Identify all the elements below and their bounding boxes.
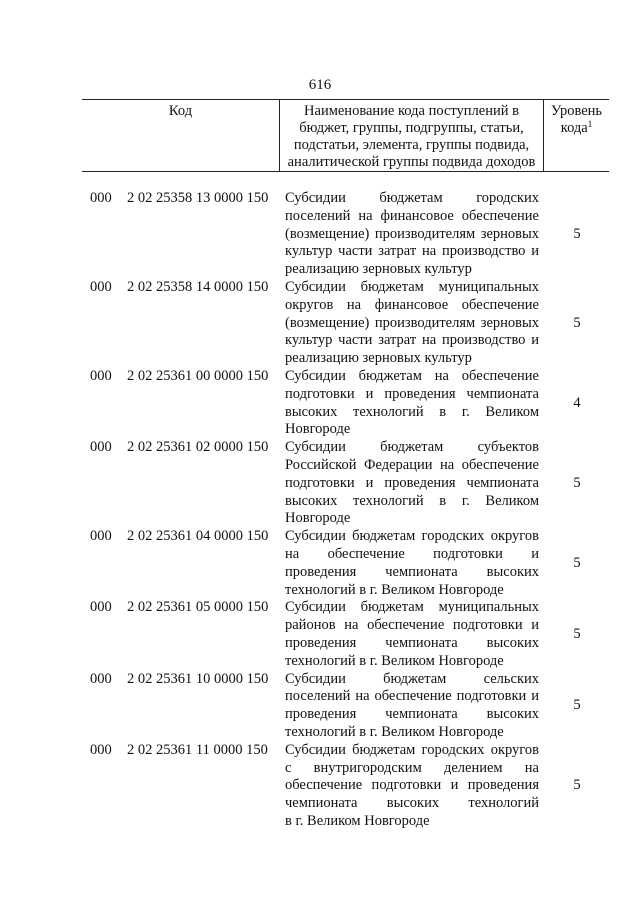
- table-row: [0, 439, 640, 528]
- table-row: [0, 528, 640, 599]
- row-revenue-code: 2 02 25361 11 0000 150: [127, 741, 268, 758]
- row-name-line: на обеспечение подготовки и: [285, 545, 539, 562]
- row-revenue-code: 2 02 25361 02 0000 150: [127, 439, 269, 456]
- row-name-line: технологий в г. Великом Новгороде: [285, 723, 504, 740]
- table-header: [82, 99, 609, 172]
- header-level-line2-wrap: [544, 120, 609, 137]
- row-name: [285, 279, 539, 368]
- row-name-line: технологий в г. Великом Новгороде: [285, 581, 504, 598]
- header-level-line2: кода: [560, 120, 588, 136]
- row-name: [285, 439, 539, 528]
- row-revenue-code: 2 02 25358 14 0000 150: [127, 279, 269, 295]
- row-name-line: поселений на обеспечение подготовки и: [285, 688, 539, 705]
- table-row: [0, 671, 640, 742]
- row-name-line: районов на обеспечение подготовки и: [285, 617, 539, 634]
- row-name-line: округов на финансовое обеспечение: [285, 296, 539, 313]
- row-level: 5: [573, 626, 581, 643]
- row-level: 5: [573, 777, 581, 794]
- row-level: 5: [573, 314, 581, 331]
- row-name-line: Субсидии бюджетам городских округов: [285, 741, 539, 758]
- table-row: [0, 279, 640, 368]
- header-code-label: Код: [168, 103, 193, 119]
- table-row: [0, 190, 640, 279]
- table-row: [0, 599, 640, 670]
- row-name: [285, 671, 539, 742]
- row-level: 5: [573, 697, 581, 714]
- row-level: 5: [573, 474, 581, 491]
- row-admin-code: 000: [90, 528, 112, 545]
- row-name-line: культур части затрат на производство и: [285, 332, 539, 349]
- row-name-line: Субсидии бюджетам городских: [285, 190, 539, 206]
- row-name-line: проведения чемпионата высоких: [285, 634, 539, 651]
- row-name-line: проведения чемпионата высоких: [285, 706, 539, 723]
- row-name-line: Новгороде: [285, 510, 351, 527]
- row-level: 4: [573, 394, 581, 411]
- row-name: [285, 528, 539, 599]
- header-level-footnote: 1: [587, 119, 593, 129]
- row-name-line: реализацию зерновых культур: [285, 261, 472, 278]
- row-revenue-code: 2 02 25361 05 0000 150: [127, 599, 269, 616]
- header-name-line: аналитической группы подвида доходов: [287, 154, 536, 170]
- row-name-line: высоких технологий в г. Великом: [285, 403, 539, 420]
- row-name-line: Субсидии бюджетам муниципальных: [285, 279, 539, 295]
- row-revenue-code: 2 02 25358 13 0000 150: [127, 190, 269, 206]
- table-row: [0, 742, 640, 831]
- header-level-cell: [544, 100, 609, 171]
- header-name-line: Наименование кода поступлений в: [304, 103, 519, 119]
- row-name-line: (возмещение) производителям зерновых: [285, 314, 539, 331]
- row-name: [285, 368, 539, 439]
- row-revenue-code: 2 02 25361 04 0000 150: [127, 528, 269, 545]
- page-number: 616: [308, 77, 332, 93]
- row-name-line: Российской Федерации на обеспечение: [285, 456, 539, 473]
- row-admin-code: 000: [90, 741, 112, 758]
- row-name-line: Субсидии бюджетам городских округов: [285, 528, 539, 545]
- row-name-line: Субсидии бюджетам субъектов: [285, 439, 539, 456]
- row-name-line: Субсидии бюджетам муниципальных: [285, 599, 539, 616]
- row-name-line: в г. Великом Новгороде: [285, 812, 430, 829]
- row-name: [285, 742, 539, 831]
- row-name-line: поселений на финансовое обеспечение: [285, 207, 539, 224]
- row-admin-code: 000: [90, 670, 112, 687]
- row-name-line: Субсидии бюджетам на обеспечение: [285, 368, 539, 384]
- row-name-line: подготовки и проведения чемпионата: [285, 474, 539, 491]
- row-name-line: подготовки и проведения чемпионата: [285, 385, 539, 402]
- header-name-line: подстатьи, элемента, группы подвида,: [293, 137, 530, 153]
- row-admin-code: 000: [90, 439, 112, 456]
- row-admin-code: 000: [90, 368, 112, 384]
- row-name-line: Новгороде: [285, 421, 351, 438]
- row-revenue-code: 2 02 25361 10 0000 150: [127, 670, 269, 687]
- row-name-line: чемпионата высоких технологий: [285, 795, 539, 812]
- row-level: 5: [573, 225, 581, 242]
- row-name-line: Субсидии бюджетам сельских: [285, 670, 539, 687]
- row-name-line: обеспечение подготовки и проведения: [285, 777, 539, 794]
- header-code-cell: [82, 100, 280, 171]
- row-name-line: культур части затрат на производство и: [285, 243, 539, 260]
- row-name: [285, 190, 539, 279]
- header-level-line1: Уровень: [550, 103, 603, 119]
- row-name-line: (возмещение) производителям зерновых: [285, 225, 539, 242]
- row-admin-code: 000: [90, 190, 112, 206]
- row-name-line: высоких технологий в г. Великом: [285, 492, 539, 509]
- table-row: [0, 368, 640, 439]
- row-revenue-code: 2 02 25361 00 0000 150: [127, 368, 269, 384]
- row-admin-code: 000: [90, 599, 112, 616]
- row-level: 5: [573, 554, 581, 571]
- row-name-line: технологий в г. Великом Новгороде: [285, 652, 504, 669]
- row-name-line: реализацию зерновых культур: [285, 350, 472, 367]
- header-name-cell: [280, 100, 544, 171]
- row-name-line: проведения чемпионата высоких: [285, 563, 539, 580]
- row-name-line: с внутригородским делением на: [285, 759, 539, 776]
- row-admin-code: 000: [90, 279, 112, 295]
- row-name: [285, 599, 539, 670]
- header-name-line: бюджет, группы, подгруппы, статьи,: [299, 120, 524, 136]
